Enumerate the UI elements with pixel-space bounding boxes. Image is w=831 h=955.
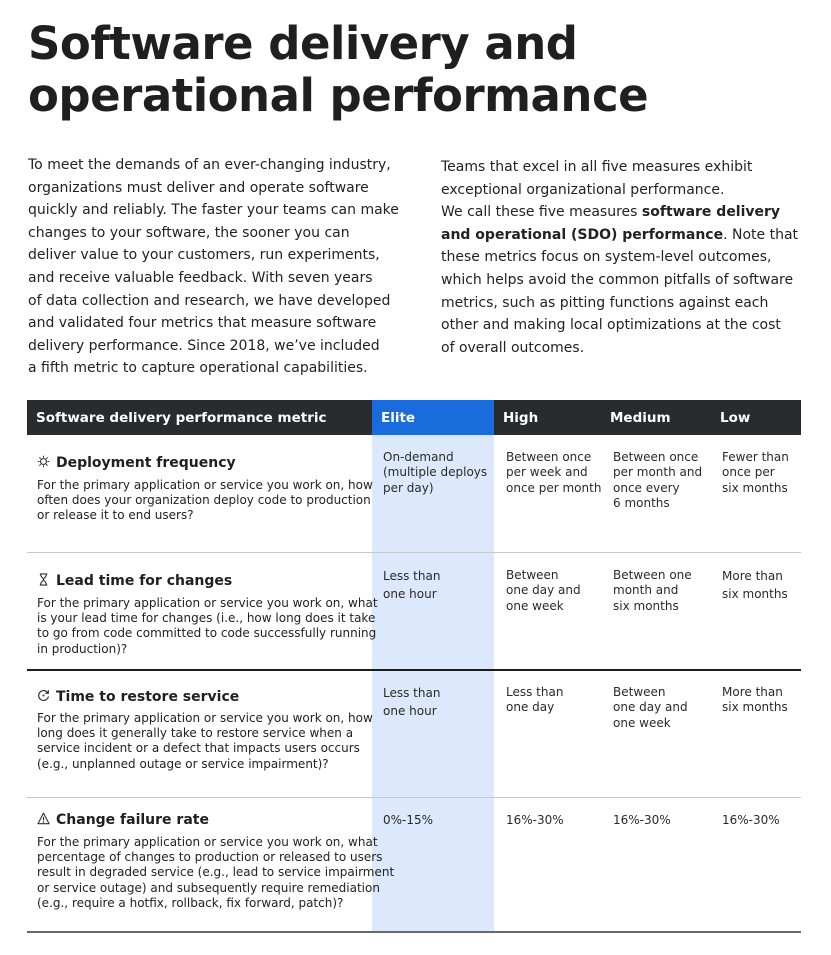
metric-heading bbox=[37, 452, 236, 471]
cell-low bbox=[722, 813, 780, 828]
intro-line: metrics, such as pitting functions against each bbox=[441, 294, 769, 311]
question-line: For the primary application or service you work on, how bbox=[37, 711, 373, 725]
cell-line: Less than bbox=[383, 686, 441, 700]
cell-line: month and bbox=[613, 583, 679, 598]
intro-line: other and making local optimizations at the cost bbox=[441, 317, 781, 334]
intro-line: which helps avoid the common pitfalls of software bbox=[441, 271, 794, 288]
metric-heading bbox=[37, 809, 209, 828]
cell-line: 6 months bbox=[613, 496, 670, 511]
question-line: service incident or a defect that impacts users occurs bbox=[37, 741, 360, 756]
question-line: (e.g., require a hotfix, rollback, fix forward, patch)? bbox=[37, 895, 344, 910]
cell-medium bbox=[613, 813, 671, 828]
intro-left-paragraph bbox=[28, 154, 398, 380]
intro-right-paragraph bbox=[441, 156, 811, 359]
metric-question bbox=[37, 711, 373, 772]
cell-line: More than bbox=[722, 685, 783, 699]
header-medium: Medium bbox=[610, 410, 671, 426]
restore-icon bbox=[37, 689, 50, 702]
table-row bbox=[27, 809, 801, 929]
cell-line: one hour bbox=[383, 703, 437, 718]
intro-line: a fifth metric to capture operational capabilities. bbox=[28, 360, 368, 377]
cell-line: Between bbox=[613, 685, 666, 699]
cell-line: (multiple deploys bbox=[383, 465, 488, 480]
cell-line: 16%-30% bbox=[722, 813, 780, 827]
cell-line: one hour bbox=[383, 586, 437, 601]
title-line: Software delivery and bbox=[28, 17, 578, 70]
intro-line: and receive valuable feedback. With seven years bbox=[28, 269, 373, 286]
question-line: is your lead time for changes (i.e., how long does it take bbox=[37, 611, 376, 626]
intro-line: of overall outcomes. bbox=[441, 339, 585, 356]
intro-line: delivery performance. Since 2018, we’ve included bbox=[28, 337, 380, 354]
question-line: result in degraded service (e.g., lead to service impairment bbox=[37, 865, 395, 880]
table-row bbox=[27, 686, 801, 796]
cell-medium bbox=[613, 685, 688, 731]
intro-line: organizations must deliver and operate software bbox=[28, 179, 369, 196]
cell-high bbox=[506, 813, 564, 828]
question-line: (e.g., unplanned outage or service impairment)? bbox=[37, 756, 329, 771]
intro-line: Teams that excel in all five measures exhibit bbox=[441, 159, 753, 175]
cell-line: per week and bbox=[506, 465, 588, 480]
intro-line: and validated four metrics that measure software bbox=[28, 315, 377, 332]
cell-line: six months bbox=[613, 598, 679, 613]
row-divider bbox=[27, 669, 801, 671]
question-line: or service outage) and subsequently require remediation bbox=[37, 880, 380, 895]
cell-line: Less than bbox=[506, 685, 564, 699]
metric-name: Deployment frequency bbox=[56, 455, 236, 471]
question-line: in production)? bbox=[37, 641, 128, 656]
table-header bbox=[27, 400, 801, 435]
cell-elite bbox=[383, 568, 440, 603]
intro-bold-text: software delivery bbox=[641, 204, 781, 221]
metric-heading bbox=[37, 686, 239, 705]
cell-low bbox=[722, 568, 788, 603]
question-line: to go from code committed to code successfully running bbox=[37, 626, 377, 641]
row-divider bbox=[27, 797, 801, 798]
cell-high bbox=[506, 450, 601, 496]
title-line: operational performance bbox=[28, 69, 649, 122]
table-row bbox=[27, 570, 801, 670]
cell-elite bbox=[383, 813, 433, 828]
cell-line: More than bbox=[722, 569, 783, 583]
metric-question bbox=[37, 478, 373, 524]
intro-bold-text: and operational (SDO) performance bbox=[441, 226, 724, 243]
cell-line: per month and bbox=[613, 465, 703, 480]
intro-text: We call these five measures bbox=[441, 204, 642, 221]
warning-icon bbox=[37, 812, 50, 825]
cell-line: Between once bbox=[613, 450, 699, 464]
intro-line: changes to your software, the sooner you can bbox=[28, 224, 350, 241]
cell-line: Less than bbox=[383, 569, 441, 583]
cell-line: one day bbox=[506, 700, 555, 715]
intro-line bbox=[441, 224, 811, 247]
intro-line: To meet the demands of an ever-changing industry, bbox=[28, 157, 391, 173]
header-elite: Elite bbox=[372, 400, 494, 435]
intro-text: . Note that bbox=[723, 226, 799, 243]
table-bottom-rule bbox=[27, 931, 801, 933]
cell-medium bbox=[613, 450, 702, 512]
question-line: For the primary application or service you work on, what bbox=[37, 596, 378, 610]
cell-elite bbox=[383, 450, 487, 496]
question-line: often does your organization deploy code to production bbox=[37, 493, 371, 508]
table-row bbox=[27, 452, 801, 552]
question-line: long does it generally take to restore service when a bbox=[37, 726, 354, 741]
cell-line: six months bbox=[722, 586, 788, 601]
header-metric: Software delivery performance metric bbox=[36, 410, 327, 426]
intro-line: exceptional organizational performance. bbox=[441, 181, 725, 198]
cell-elite bbox=[383, 685, 440, 720]
cell-line: once per bbox=[722, 465, 775, 480]
intro-line: quickly and reliably. The faster your teams can make bbox=[28, 202, 399, 219]
row-divider bbox=[27, 552, 801, 553]
cell-high bbox=[506, 568, 581, 614]
cell-line: once per month bbox=[506, 480, 602, 495]
sun-icon bbox=[37, 455, 50, 468]
cell-line: 16%-30% bbox=[506, 813, 564, 827]
metric-heading bbox=[37, 570, 232, 589]
intro-line bbox=[441, 201, 811, 224]
page-title bbox=[28, 18, 808, 122]
metric-question bbox=[37, 835, 395, 911]
question-line: For the primary application or service you work on, how bbox=[37, 478, 373, 492]
metric-name: Lead time for changes bbox=[56, 573, 233, 589]
metric-name: Change failure rate bbox=[56, 812, 209, 828]
cell-low bbox=[722, 450, 789, 496]
cell-line: Fewer than bbox=[722, 450, 789, 464]
intro-line: these metrics focus on system-level outcomes, bbox=[441, 249, 772, 266]
cell-line: one day and bbox=[613, 700, 688, 715]
hourglass-icon bbox=[37, 573, 50, 586]
cell-line: one week bbox=[506, 598, 564, 613]
cell-line: Between once bbox=[506, 450, 592, 464]
cell-high bbox=[506, 685, 563, 716]
intro-line: deliver value to your customers, run experiments, bbox=[28, 247, 380, 264]
cell-line: six months bbox=[722, 480, 788, 495]
cell-line: 16%-30% bbox=[613, 813, 671, 827]
cell-line: one day and bbox=[506, 583, 581, 598]
cell-medium bbox=[613, 568, 692, 614]
cell-line: six months bbox=[722, 700, 788, 715]
cell-line: On-demand bbox=[383, 450, 454, 464]
cell-line: Between bbox=[506, 568, 559, 582]
cell-line: Between one bbox=[613, 568, 692, 582]
question-line: For the primary application or service you work on, what bbox=[37, 835, 378, 849]
metric-question bbox=[37, 596, 378, 657]
header-low: Low bbox=[720, 410, 751, 426]
cell-line: per day) bbox=[383, 480, 434, 495]
question-line: percentage of changes to production or released to users bbox=[37, 850, 383, 865]
header-high: High bbox=[503, 410, 539, 426]
cell-line: one week bbox=[613, 715, 671, 730]
cell-line: once every bbox=[613, 480, 680, 495]
cell-line: 0%-15% bbox=[383, 813, 434, 827]
question-line: or release it to end users? bbox=[37, 508, 194, 523]
intro-line: of data collection and research, we have developed bbox=[28, 292, 391, 309]
cell-low bbox=[722, 685, 788, 716]
metric-name: Time to restore service bbox=[56, 689, 240, 705]
